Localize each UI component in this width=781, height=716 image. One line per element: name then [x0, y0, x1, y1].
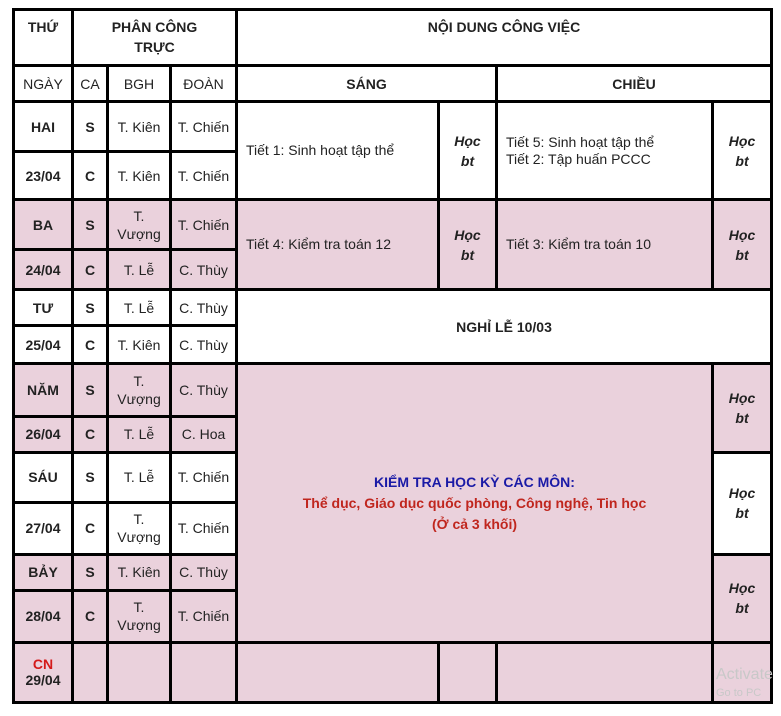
bgh-name: T. Vượng: [108, 200, 171, 250]
shift-s: S: [73, 452, 108, 502]
morning-task: Tiết 4: Kiểm tra toán 12: [237, 200, 439, 290]
doan-name: T. Chiến: [171, 102, 237, 152]
empty-cell: [439, 642, 497, 702]
day-tu: TƯ: [14, 290, 73, 326]
bgh-name: T. Lễ: [108, 452, 171, 502]
empty-cell: [713, 642, 772, 702]
header-ca: CA: [73, 66, 108, 102]
date-sau: 27/04: [14, 502, 73, 554]
hoc-bt: Học bt: [439, 200, 497, 290]
empty-cell: [108, 642, 171, 702]
exam-title: KIỂM TRA HỌC KỲ CÁC MÔN:: [374, 473, 575, 490]
day-sau: SÁU: [14, 452, 73, 502]
shift-c: C: [73, 502, 108, 554]
afternoon-task: Tiết 3: Kiểm tra toán 10: [497, 200, 713, 290]
doan-name: C. Hoa: [171, 416, 237, 452]
bgh-name: T. Kiên: [108, 326, 171, 364]
hoc-bt: Học bt: [713, 200, 772, 290]
day-cn: [14, 642, 73, 702]
shift-c: C: [73, 152, 108, 200]
empty-cell: [171, 642, 237, 702]
header-thu: THỨ: [14, 10, 73, 66]
bgh-name: T. Lễ: [108, 250, 171, 290]
activation-watermark: Activate Go to PC: [716, 666, 773, 699]
shift-s: S: [73, 290, 108, 326]
bgh-name: T. Lễ: [108, 416, 171, 452]
doan-name: C. Thùy: [171, 250, 237, 290]
duty-schedule-table: [12, 8, 773, 704]
shift-s: S: [73, 554, 108, 590]
date-hai: 23/04: [14, 152, 73, 200]
header-phan-cong: PHÂN CÔNG TRỰC: [73, 10, 237, 66]
date-ba: 24/04: [14, 250, 73, 290]
doan-name: C. Thùy: [171, 290, 237, 326]
header-doan: ĐOÀN: [171, 66, 237, 102]
date-tu: 25/04: [14, 326, 73, 364]
morning-task: Tiết 1: Sinh hoạt tập thể: [237, 102, 439, 200]
hoc-bt: Học bt: [713, 364, 772, 452]
header-chieu: CHIỀU: [497, 66, 772, 102]
holiday-banner: NGHỈ LỄ 10/03: [237, 290, 772, 364]
bgh-name: T. Vượng: [108, 364, 171, 416]
hoc-bt: Học bt: [713, 554, 772, 642]
shift-c: C: [73, 590, 108, 642]
shift-s: S: [73, 102, 108, 152]
date-bay: 28/04: [14, 590, 73, 642]
bgh-name: T. Lễ: [108, 290, 171, 326]
day-hai: HAI: [14, 102, 73, 152]
doan-name: C. Thùy: [171, 326, 237, 364]
doan-name: C. Thùy: [171, 364, 237, 416]
doan-name: C. Thùy: [171, 554, 237, 590]
empty-cell: [237, 642, 439, 702]
date-nam: 26/04: [14, 416, 73, 452]
exam-subjects: Thể dục, Giáo dục quốc phòng, Công nghệ, Tin học: [302, 494, 647, 511]
bgh-name: T. Kiên: [108, 152, 171, 200]
empty-cell: [73, 642, 108, 702]
bgh-name: T. Vượng: [108, 502, 171, 554]
afternoon-task: Tiết 5: Sinh hoạt tập thể Tiết 2: Tập huấn PCCC: [497, 102, 713, 200]
shift-s: S: [73, 364, 108, 416]
shift-s: S: [73, 200, 108, 250]
day-nam: NĂM: [14, 364, 73, 416]
shift-c: C: [73, 416, 108, 452]
doan-name: T. Chiến: [171, 452, 237, 502]
day-bay: BẢY: [14, 554, 73, 590]
header-noi-dung: NỘI DUNG CÔNG VIỆC: [237, 10, 772, 66]
doan-name: T. Chiến: [171, 152, 237, 200]
bgh-name: T. Kiên: [108, 554, 171, 590]
hoc-bt: Học bt: [713, 452, 772, 554]
hoc-bt: Học bt: [439, 102, 497, 200]
header-sang: SÁNG: [237, 66, 497, 102]
doan-name: T. Chiến: [171, 502, 237, 554]
bgh-name: T. Kiên: [108, 102, 171, 152]
shift-c: C: [73, 326, 108, 364]
hoc-bt: Học bt: [713, 102, 772, 200]
day-ba: BA: [14, 200, 73, 250]
exam-note: (Ở cả 3 khối): [431, 515, 518, 532]
header-ngay: NGÀY: [14, 66, 73, 102]
empty-cell: [497, 642, 713, 702]
day-cn-name: CN: [32, 656, 54, 673]
doan-name: T. Chiến: [171, 590, 237, 642]
doan-name: T. Chiến: [171, 200, 237, 250]
shift-c: C: [73, 250, 108, 290]
bgh-name: T. Vượng: [108, 590, 171, 642]
header-bgh: BGH: [108, 66, 171, 102]
exam-notice: [237, 364, 713, 642]
date-cn: 29/04: [25, 672, 61, 689]
